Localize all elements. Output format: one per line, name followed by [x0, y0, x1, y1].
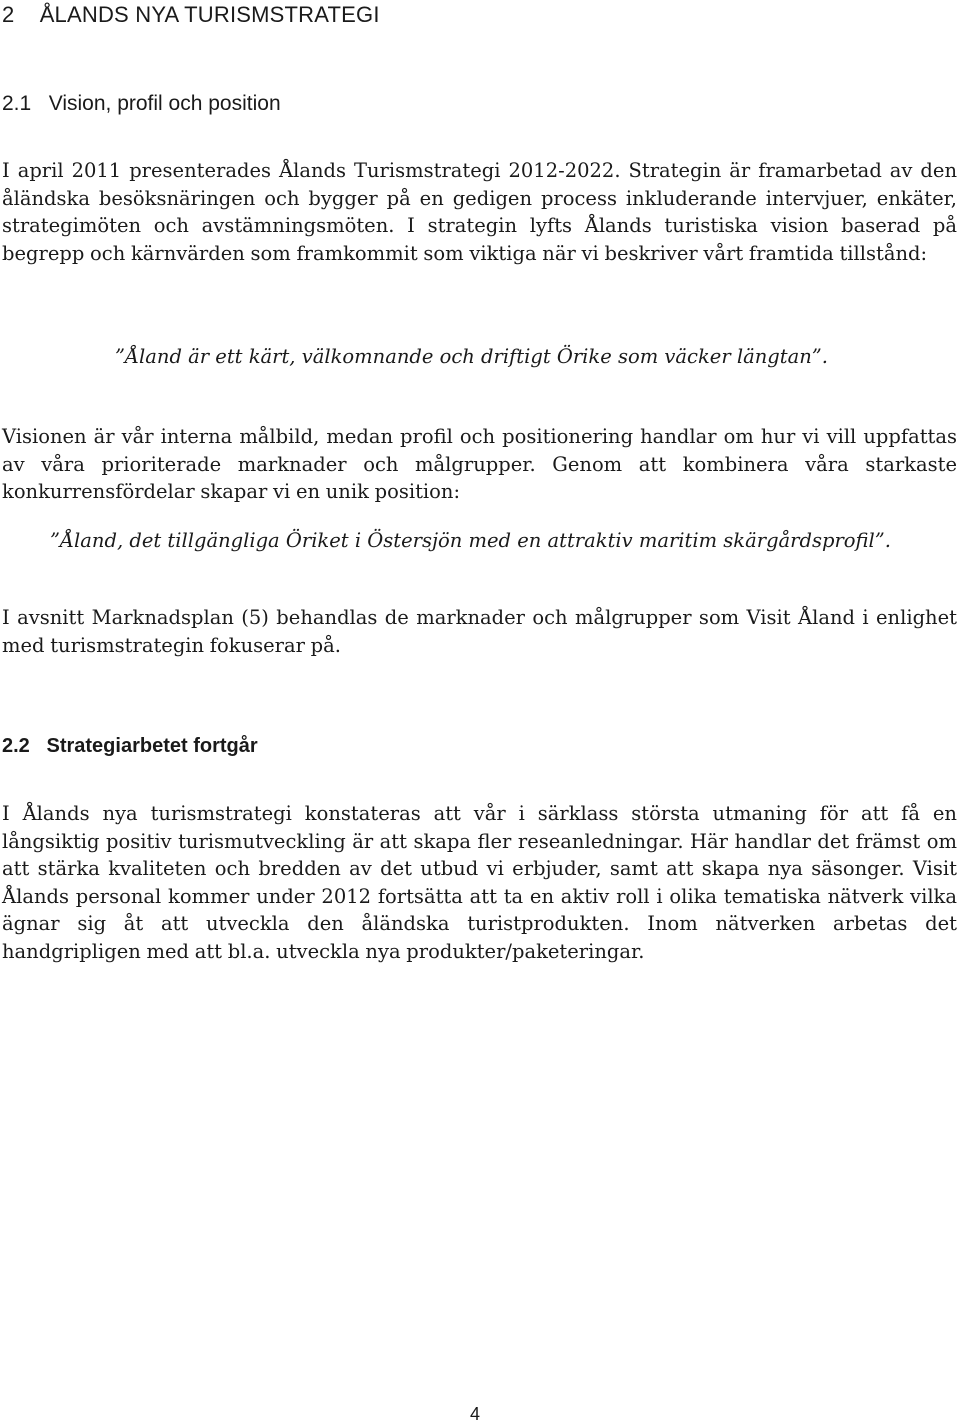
paragraph-strategy-work: I Ålands nya turismstrategi konstateras att vår i särklass största utmaning för att få en långsiktig positiv turismutveckling är att skapa fler reseanledningar. Här handlar det främst om att stärka kvaliteten och bredden av det utbud vi erbjuder, samt att skapa nya säsonger. Visit Ålands personal kommer under 2012 fortsätta att ta en aktiv roll i olika tematiska nätverk vilka ägnar sig åt att utveckla den åländska turistprodukten. Inom nätverken arbetas det handgripligen med att bl.a. utveckla nya produkter/paketeringar. — [2, 802, 957, 963]
section-number: 2.1 — [2, 92, 32, 115]
section-heading-2-2 — [2, 735, 258, 758]
chapter-title: ÅLANDS NYA TURISMSTRATEGI — [39, 2, 380, 27]
paragraph-market-plan: I avsnitt Marknadsplan (5) behandlas de marknader och målgrupper som Visit Åland i enlighet med turismstrategin fokuserar på. — [2, 606, 957, 657]
section-heading-2-1 — [2, 92, 281, 116]
section-number: 2.2 — [2, 735, 30, 757]
section-title: Vision, profil och position — [48, 92, 281, 115]
page-number: 4 — [470, 1404, 481, 1424]
position-quote: ”Åland, det tillgängliga Öriket i Östersjön med en attraktiv maritim skärgårdsprofil”. — [50, 529, 891, 552]
paragraph-vision-profile: Visionen är vår interna målbild, medan profil och positionering handlar om hur vi vill uppfattas av våra prioriterade marknader och målgrupper. Genom att kombinera våra starkaste konkurrensfördelar skapar vi en unik position: — [2, 425, 957, 503]
chapter-heading — [2, 2, 380, 28]
chapter-number: 2 — [2, 2, 15, 27]
vision-quote: ”Åland är ett kärt, välkomnande och driftigt Örike som väcker längtan”. — [115, 345, 828, 368]
paragraph-strategy-intro: I april 2011 presenterades Ålands Turismstrategi 2012-2022. Strategin är framarbetad av den åländska besöksnäringen och bygger på en gedigen process inkluderande intervjuer, enkäter, strategimöten och avstämningsmöten. I strategin lyfts Ålands turistiska vision baserad på begrepp och kärnvärden som framkommit som viktiga när vi beskriver vårt framtida tillstånd: — [2, 159, 957, 265]
section-title: Strategiarbetet fortgår — [46, 735, 258, 757]
